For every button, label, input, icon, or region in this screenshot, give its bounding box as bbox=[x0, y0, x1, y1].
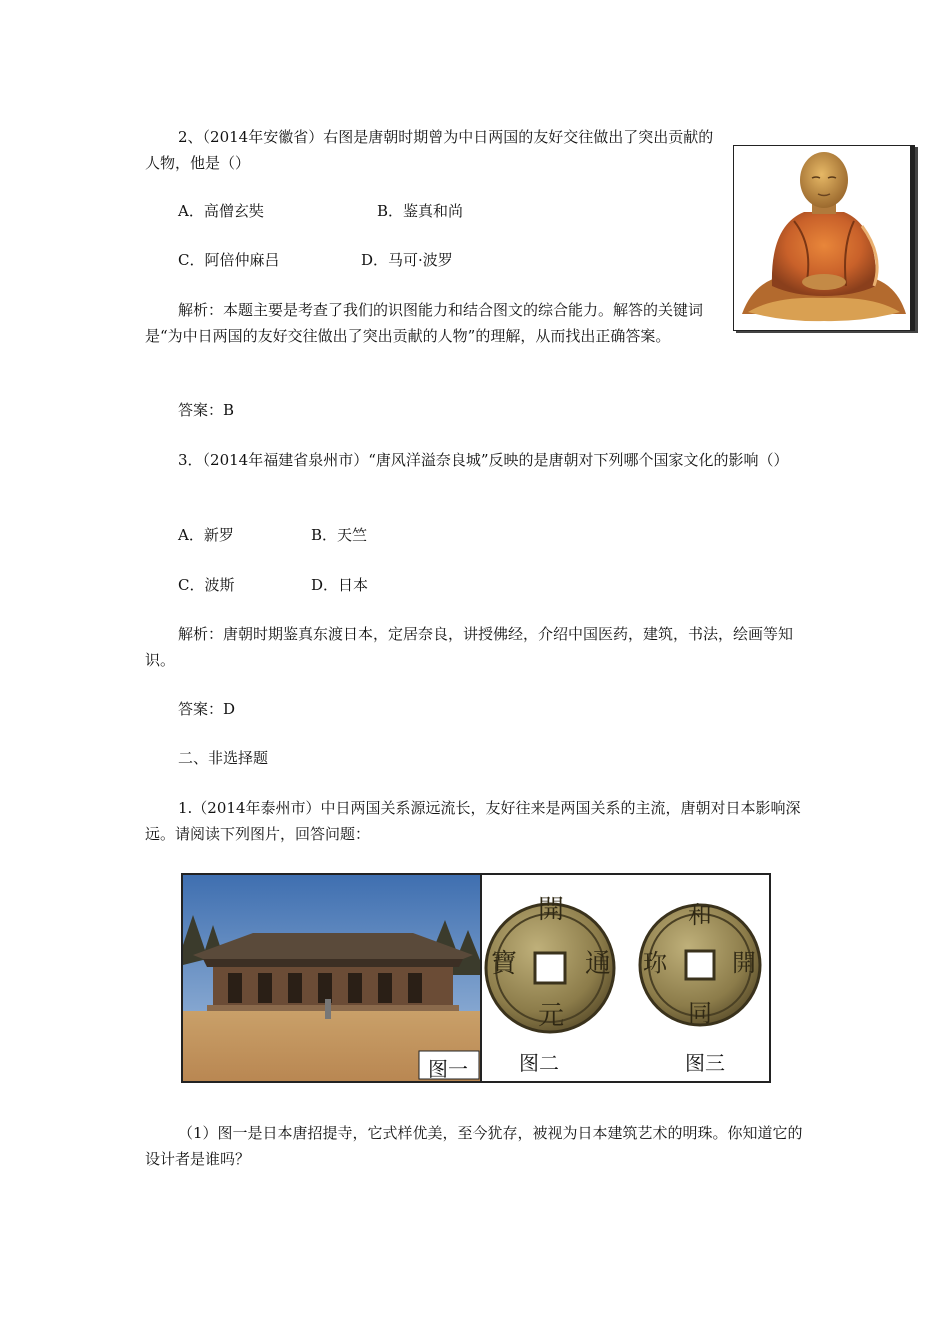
q2-analysis: 解析：本题主要是考查了我们的识图能力和结合图文的综合能力。解答的关键词是“为中日两国的友好交往做出了突出贡献的人物”的理解，从而找出正确答案。 bbox=[145, 301, 704, 345]
q3-option-a: A．新罗 bbox=[178, 526, 234, 544]
q3-stem: 3．（2014年福建省泉州市）“唐风洋溢奈良城”反映的是唐朝对下列哪个国家文化的影响（） bbox=[178, 451, 789, 469]
q2-stem: 2、（2014年安徽省）右图是唐朝时期曾为中日两国的友好交往做出了突出贡献的人物，他是（） bbox=[145, 128, 714, 172]
q3-option-d: D．日本 bbox=[311, 576, 369, 594]
q2-option-b: B．鉴真和尚 bbox=[377, 202, 464, 220]
figure-1-label: 图一 bbox=[428, 1057, 468, 1081]
q3-option-b: B．天竺 bbox=[311, 526, 368, 544]
coin3-bottom-char: 同 bbox=[688, 999, 712, 1027]
q3-analysis: 解析：唐朝时期鉴真东渡日本，定居奈良，讲授佛经，介绍中国医药，建筑，书法，绘画等知识。 bbox=[145, 625, 794, 669]
section-heading: 二、非选择题 bbox=[178, 749, 269, 767]
figure-2-label: 图二 bbox=[519, 1051, 559, 1075]
q3-answer: 答案：D bbox=[178, 700, 236, 718]
coin2-top-char: 開 bbox=[538, 895, 565, 925]
monk-statue-image bbox=[733, 145, 915, 331]
coin3-top-char: 和 bbox=[688, 901, 712, 929]
s2-q1-stem: 1.（2014年泰州市）中日两国关系源远流长，友好往来是两国关系的主流，唐朝对日本影响深远。请阅读下列图片，回答问题： bbox=[145, 799, 801, 843]
q2-answer: 答案：B bbox=[178, 401, 235, 419]
figure-strip bbox=[181, 873, 771, 1083]
coin3-left-char: 珎 bbox=[643, 949, 667, 977]
coin3-right-char: 開 bbox=[732, 949, 756, 977]
s2-q1-sub1: （1）图一是日本唐招提寺，它式样优美，至今犹存，被视为日本建筑艺术的明珠。你知道它的设计者是谁吗？ bbox=[145, 1124, 803, 1168]
q2-option-c: C．阿倍仲麻吕 bbox=[178, 251, 280, 269]
coin2-left-char: 寶 bbox=[491, 949, 518, 979]
q2-option-a: A．高僧玄奘 bbox=[178, 202, 264, 220]
coin2-bottom-char: 元 bbox=[538, 1001, 565, 1031]
q3-option-c: C．波斯 bbox=[178, 576, 235, 594]
q2-option-d: D．马可·波罗 bbox=[361, 251, 453, 269]
figure-3-label: 图三 bbox=[685, 1051, 725, 1075]
temple-photo bbox=[183, 875, 480, 1081]
coin2-right-char: 通 bbox=[585, 949, 612, 979]
